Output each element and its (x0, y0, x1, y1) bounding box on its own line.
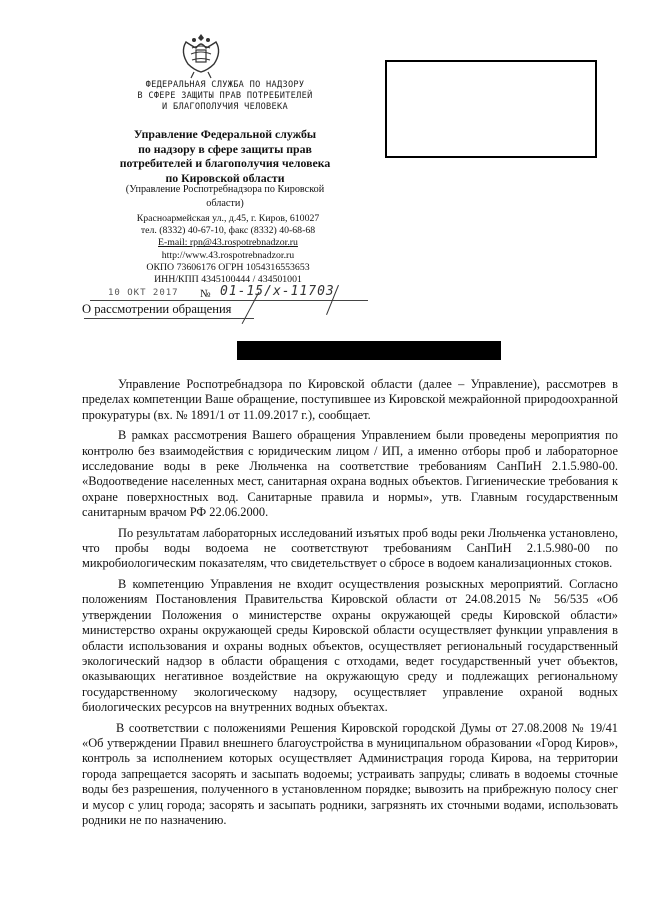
registration-date-stamp: 10 ОКТ 2017 (108, 288, 179, 298)
agency-line: ФЕДЕРАЛЬНАЯ СЛУЖБА ПО НАДЗОРУ (145, 80, 305, 90)
registration-number-sign: № (200, 288, 211, 300)
registration-line (90, 284, 368, 302)
coat-of-arms-emblem (178, 30, 224, 80)
body-paragraph: В рамках рассмотрения Вашего обращения Управлением были проведены мероприятия по контролю без взаимодействия с юридическим лицом / ИП, а именно отборы проб и лабораторное исследование воды в реке Люльченка на соответствие требованиям СанПиН 2.1.5.980-00. «Водоотведение населенных мест, санитарная охрана водных объектов. Гигиенические требования к охране поверхностных вод. Санитарные правила и нормы», утв. Главным государственным санитарным врачом РФ 22.06.2000. (82, 428, 618, 520)
website-link[interactable]: http://www.43.rospotrebnadzor.ru (161, 249, 295, 261)
contact-block (98, 213, 358, 286)
department-short-line: области) (206, 197, 244, 209)
phone-fax: тел. (8332) 40-67-10, факс (8332) 40-68-68 (140, 225, 316, 237)
agency-name (94, 80, 356, 113)
department-name (94, 127, 356, 185)
department-line: потребителей и благополучия человека (119, 156, 331, 170)
address: Красноармейская ул., д.45, г. Киров, 610027 (136, 213, 320, 224)
okpo-ogrn: ОКПО 73606176 ОГРН 1054316553653 (146, 261, 310, 273)
department-line: по надзору в сфере защиты прав (138, 141, 312, 156)
body-paragraph: Управление Роспотребнадзора по Кировской области (далее – Управление), рассмотрев в пределах компетенции Ваше обращение, поступившее из Кировской межрайонной природоохранной прокуратуры (вх. № 1891/1 от 11.09.2017 г.), сообщает. (82, 377, 618, 422)
agency-line: И БЛАГОПОЛУЧИЯ ЧЕЛОВЕКА (162, 102, 288, 112)
redacted-salutation-bar (237, 341, 501, 360)
agency-line: В СФЕРЕ ЗАЩИТЫ ПРАВ ПОТРЕБИТЕЛЕЙ (137, 91, 313, 101)
registration-underline (90, 300, 368, 301)
department-line: по Кировской области (165, 170, 285, 185)
department-short-line: (Управление Роспотребнадзора по Кировской (125, 184, 325, 195)
body-paragraph: В соответствии с положениями Решения Кировской городской Думы от 27.08.2008 № 19/41 «Об утверждении Правил внешнего благоустройства в муниципальном образовании «Город Киров», контроль за исполнением которых осуществляет Администрация города Кирова, на территории города запрещается засорять и засыпать водоемы; устраивать запруды; сливать в водоемы сточные воды без разрешения, полученного в установленном порядке; вывозить на прибрежную полосу снег и мусор с улиц города; засорять и засыпать родники, загрязнять их сточными водами, использовать родники не по назначению. (82, 720, 618, 827)
body-paragraph: В компетенцию Управления не входит осуществления розыскных мероприятий. Согласно положениям Постановления Правительства Кировской области от 24.08.2015 № 56/535 «Об утверждении Положения о министерстве охраны окружающей среды Кировской области» министерство охраны окружающей среды Кировской области осуществляет функции управления в области использования и охраны водных объектов, осуществляет региональный государственный экологический надзор в области обращения с отходами, ведет государственный учет объектов, оказывающих негативное воздействие на окружающую среду и подлежащих региональному государственному экологическому надзору, осуществляет управление охраной водных биологических ресурсов на внутренних водных объектах. (82, 576, 618, 715)
subject-underline (84, 318, 254, 319)
letter-body (82, 377, 618, 833)
body-paragraph: По результатам лабораторных исследований изъятых проб воды реки Люльченка установлено, что пробы воды водоема не соответствуют требованиям СанПиН 2.1.5.980-00 по микробиологическим показателям, что свидетельствует о сбросе в водоем канализационных стоков. (82, 525, 618, 571)
inn-kpp: ИНН/КПП 4345100444 / 434501001 (154, 274, 302, 286)
registration-number-handwritten: 01-15/х-11703 (220, 284, 335, 299)
subject-line: О рассмотрении обращения (82, 302, 232, 316)
redacted-addressee-box (385, 60, 597, 158)
email-link[interactable]: E-mail: rpn@43.rospotrebnadzor.ru (158, 237, 298, 249)
department-line: Управление Федеральной службы (133, 127, 317, 141)
department-short-name (94, 183, 356, 210)
